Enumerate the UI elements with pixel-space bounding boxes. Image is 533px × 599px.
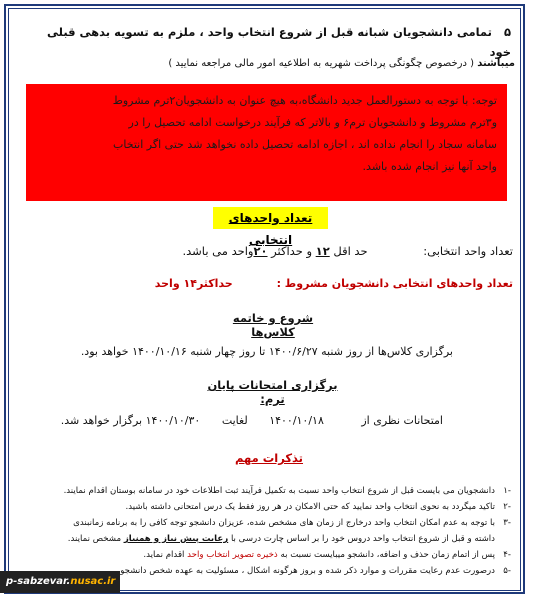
red-notice-line: واحد آنها نیز انجام شده باشد.: [362, 160, 497, 173]
watermark-domain: nusac.ir: [70, 576, 116, 587]
exams-title: برگزاری امتحانات پایان ترم:: [207, 378, 338, 406]
red-notice-line: و۳ترم مشروط و دانشجویان ترم۶ و بالاتر که فرآیند درخواست ادامه تحصیل را در: [128, 116, 497, 129]
notes-list: [16, 483, 511, 579]
paragraph-5-title: تمامی دانشجویان شبانه: [357, 25, 492, 39]
paragraph-5-note: [25, 58, 515, 69]
note-text: دانشجویان می بایست قبل از شروع انتخاب واحد نسبت به تکمیل فرآیند ثبت اطلاعات خود در سامانه بوستان اقدام نمایند.: [63, 486, 495, 496]
exams-post: برگزار خواهد شد.: [60, 414, 143, 427]
units-mid: و حداکثر: [271, 244, 313, 258]
note-item: [16, 499, 511, 515]
units-min: ۱۲: [315, 244, 330, 258]
notes-title: تذکرات مهم: [234, 451, 304, 465]
paragraph-number: ۵: [503, 25, 511, 39]
exams-to-label: لغایت: [221, 414, 248, 427]
units-min-prefix: حد اقل: [333, 244, 368, 258]
note-text: داشته و قبل از شروع انتخاب واحد دروس خود را بر اساس چارت درسی با: [230, 534, 495, 544]
note-text: اقدام نماید.: [143, 550, 185, 560]
note-number: -۱: [503, 486, 511, 496]
paragraph-5-text2: میباشند: [477, 58, 515, 69]
note-number: -۲: [503, 502, 511, 512]
conditional-units-line: [23, 277, 513, 290]
exams-line: [23, 414, 443, 427]
conditional-label: تعداد واحدهای انتخابی دانشجویان مشروط :: [276, 277, 513, 290]
units-max: ۲۰: [253, 244, 268, 258]
payment-note: ( درخصوص چگونگی پرداخت شهریه به اطلاعیه امور مالی مراجعه نمایید ): [168, 58, 474, 69]
note-number: -۴: [503, 550, 511, 560]
note-text: با توجه به عدم امکان انتخاب واحد درخارج از زمان های مشخص شده، عزیزان دانشجو توجه کافی را به برنامه زمانبندی: [73, 518, 495, 528]
classes-title: شروع و خاتمه کلاس‌ها: [232, 311, 314, 339]
exams-label: امتحانات نظری از: [361, 414, 443, 427]
note-item: [16, 547, 511, 563]
prerequisite-emphasis: رعایت پیش نیاز و همنیاز: [123, 534, 229, 544]
note-item: [16, 483, 511, 499]
conditional-max: حداکثر۱۴ واحد: [154, 277, 233, 290]
note-number: -۵: [503, 566, 511, 576]
note-item: [16, 515, 511, 531]
exams-to: ۱۴۰۰/۱۰/۳۰: [145, 414, 201, 427]
watermark-prefix: p-sabzevar.: [6, 576, 71, 587]
red-notice-box: [26, 84, 507, 201]
units-label: تعداد واحد انتخابی:: [423, 244, 513, 258]
note-text: پس از اتمام زمان حذف و اضافه، دانشجو میبایست نسبت به: [280, 550, 495, 560]
red-notice-line: سامانه سجاد را انجام نداده اند ، اجازه ادامه تحصیل داده نخواهد شد حتی اگر انتخاب: [113, 138, 497, 151]
note-text: مشخص نمایند.: [67, 534, 122, 544]
note-text: تاکید میگردد به نحوی انتخاب واحد نمایید که حتی الامکان در هر روز فقط یک درس امتحانی داشته باشید.: [125, 502, 495, 512]
save-image-emphasis: ذخیره تصویر انتخاب واحد: [187, 550, 278, 560]
exams-from: ۱۴۰۰/۱۰/۱۸: [269, 414, 324, 427]
note-number: -۳: [503, 518, 511, 528]
paragraph-5-text: قبل از شروع انتخاب واحد ، ملزم به تسویه بدهی قبلی خود: [46, 25, 511, 59]
site-watermark: [0, 571, 120, 593]
red-notice-line: توجه: با توجه به دستورالعمل جدید دانشگاه،به هیچ عنوان به دانشجویان۲ترم مشروط: [112, 94, 497, 107]
units-line: [23, 244, 513, 258]
units-section-title: تعداد واحدهای انتخابی: [213, 207, 328, 229]
note-text: درصورت عدم رعایت مقررات و موارد ذکر شده و بروز هرگونه اشکال ، مسئولیت به عهده شخص دانشجو: [120, 566, 495, 576]
paragraph-5: [31, 22, 511, 62]
classes-text: برگزاری کلاس‌ها از روز شنبه ۱۴۰۰/۶/۲۷ تا روز چهار شنبه ۱۴۰۰/۱۰/۱۶ خواهد بود.: [80, 345, 453, 358]
units-post: واحد می باشد.: [182, 244, 254, 258]
note-continuation: [16, 531, 511, 547]
